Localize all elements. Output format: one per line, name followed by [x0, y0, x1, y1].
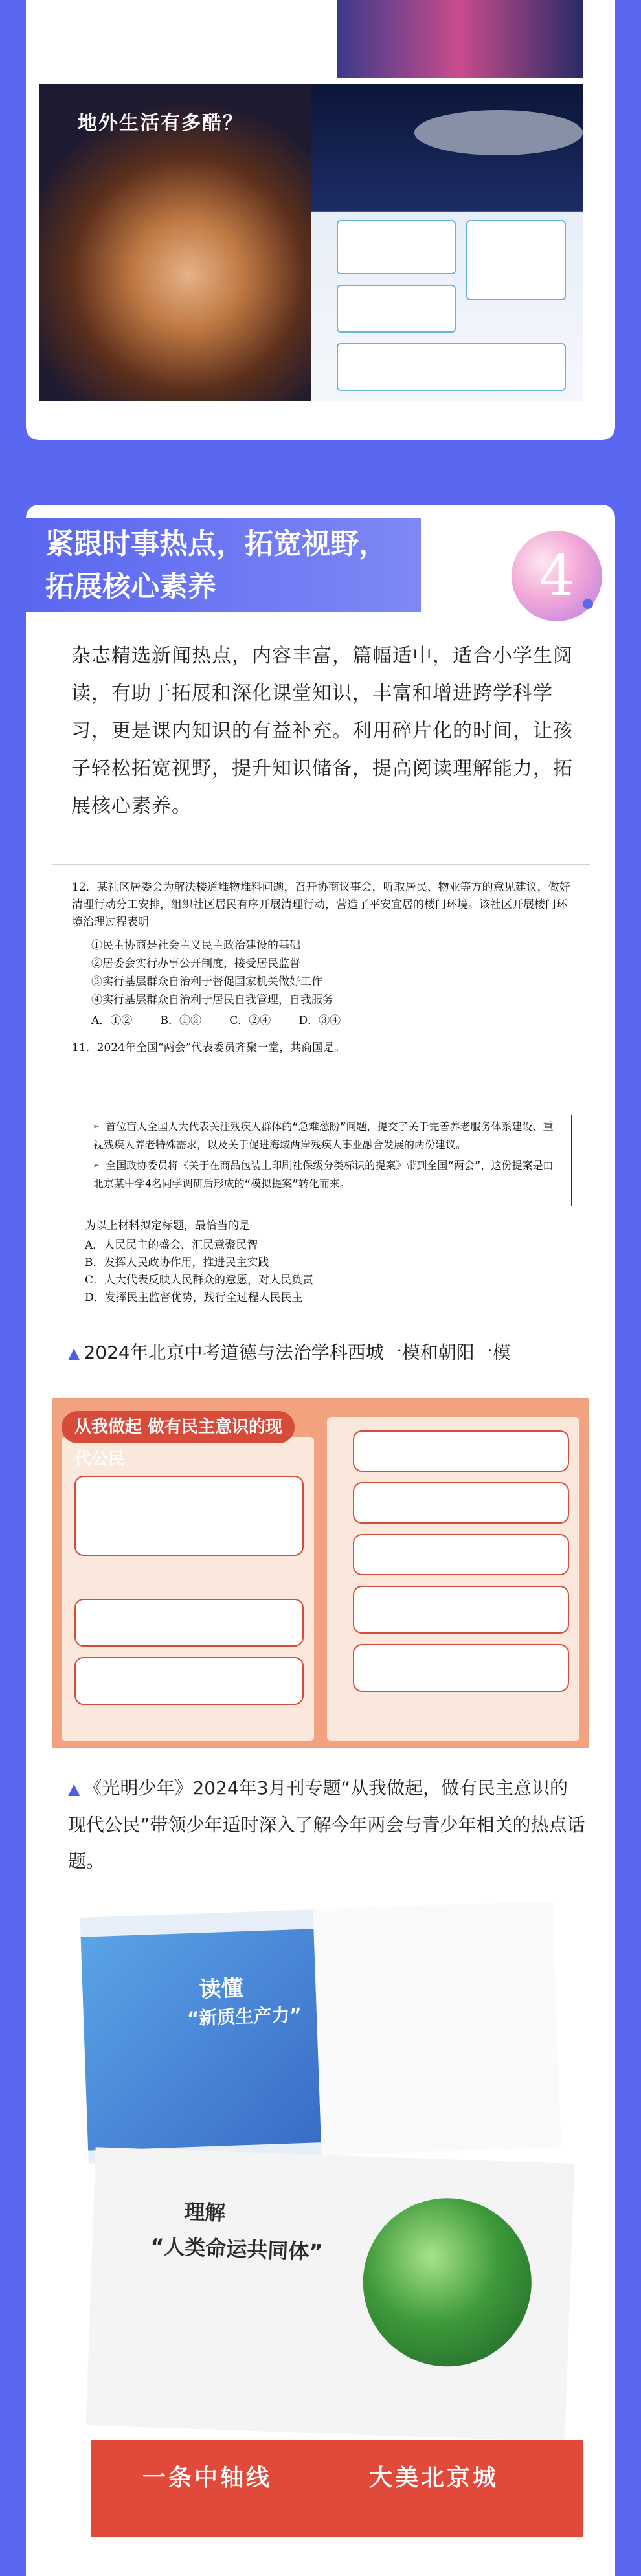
q11-option: C．人大代表反映人民群众的意愿，对人民负责 — [85, 1274, 314, 1287]
triangle-icon: ▲ — [68, 1780, 80, 1798]
content-bubble — [353, 1586, 569, 1634]
heading-line-1: 紧跟时事热点，拓宽视野， — [45, 527, 387, 561]
triangle-icon: ▲ — [68, 1344, 80, 1362]
info-box — [337, 285, 456, 333]
q12-option: ④实行基层群众自治利于居民自我管理，自我服务 — [91, 994, 333, 1006]
content-bubble — [353, 1534, 569, 1575]
moon-surface-image — [414, 110, 583, 155]
caption-exam-text: 2024年北京中考道德与法治学科西城一模和朝阳一模 — [84, 1342, 511, 1363]
page-title-right: 大美北京城 — [369, 2465, 499, 2491]
badge-dot — [583, 599, 593, 609]
spread-left-page — [62, 1437, 314, 1741]
content-bubble — [74, 1476, 304, 1556]
q11-material-box — [85, 1115, 572, 1206]
q11-stem: 11．2024年全国“两会”代表委员齐聚一堂，共商国是。 — [72, 1041, 346, 1054]
caption-magazine — [68, 1770, 586, 1880]
q12-option: ③实行基层群众自治利于督促国家机关做好工作 — [91, 975, 322, 988]
page-title-line-2: “新质生产力” — [186, 2004, 302, 2030]
page-title-line-1: 理解 — [183, 2199, 226, 2226]
q12-option: ②居委会实行办事公开制度，接受居民监督 — [91, 957, 300, 970]
q12-option: ①民主协商是社会主义民主政治建设的基础 — [91, 939, 300, 952]
info-box — [466, 220, 566, 300]
magazine-page-beijing — [91, 2440, 583, 2537]
q11-material-2: ➢ 全国政协委员将《关于在商品包装上印刷社保级分类标识的提案》带到全国“两会”，这份提案是由北京某中学4名同学调研后形成的“模拟提案”转化而来。 — [93, 1159, 554, 1190]
spread-banner: 从我做起 做有民主意识的现代公民 — [62, 1411, 295, 1443]
content-bubble — [74, 1599, 304, 1647]
section-heading — [26, 518, 421, 612]
page-white-panel — [313, 1901, 561, 2155]
magazine-thumbnail — [337, 0, 583, 78]
q11-material-1: ➢ 首位盲人全国人大代表关注残疾人群体的“急难愁盼”问题，提交了关于完善养老服务体系建设、重视残疾人养老特殊需求，以及关于促进海域两岸残疾人事业融合发展的两份建议。 — [93, 1120, 554, 1151]
q11-option: A．人民民主的盛会，汇民意聚民智 — [85, 1239, 258, 1252]
content-bubble — [353, 1430, 569, 1472]
magazine-page-productivity — [80, 1901, 561, 2163]
page-title-line-2: “人类命运共同体” — [150, 2234, 324, 2265]
caption-magazine-text: 《光明少年》2024年3月刊专题“从我做起，做有民主意识的现代公民”带领少年适时深入了解今年两会与青少年相关的热点话题。 — [68, 1777, 585, 1872]
q12-choices: A．①② B．①③ C．②④ D．③④ — [91, 1014, 341, 1027]
page-title-line-1: 读懂 — [198, 1975, 244, 2003]
spread-left-page — [39, 84, 311, 401]
spread-title: 地外生活有多酷？ — [78, 112, 243, 135]
q11-option: D．发挥民主监督优势，践行全过程人民民主 — [85, 1291, 303, 1304]
section-number: 4 — [539, 544, 575, 608]
section-intro: 杂志精选新闻热点，内容丰富，篇幅适中，适合小学生阅读，有助于拓展和深化课堂知识，丰富和增进跨学科学习，更是课内知识的有益补充。利用碎片化的时间，让孩子轻松拓宽视野，提升知识储备，提高阅读理解能力，拓展核心素养。 — [71, 645, 573, 817]
info-box — [337, 220, 456, 274]
exam-paper — [52, 864, 590, 1315]
content-bubble — [74, 1657, 304, 1705]
info-box — [337, 343, 566, 391]
q11-prompt: 为以上材料拟定标题，最恰当的是 — [85, 1219, 250, 1232]
q12-stem: 12．某社区居委会为解决楼道堆物堆料问题，召开协商议事会，听取居民、物业等方的意见建议，做好清理行动分工安排，组织社区居民有序开展清理行动，营造了平安宜居的楼门环境。该社区开展楼门环境治理过程表明 — [72, 881, 570, 929]
content-bubble — [353, 1482, 569, 1524]
spread-right-page — [327, 1417, 579, 1741]
page-blue-panel — [81, 1929, 321, 2150]
content-bubble — [353, 1644, 569, 1692]
page-title-left: 一条中轴线 — [142, 2465, 273, 2491]
magazine-spread-space-life — [39, 84, 583, 401]
magazine-page-community — [86, 2147, 575, 2442]
globe-image — [360, 2195, 534, 2370]
magazine-spread-democracy — [52, 1398, 589, 1748]
spread-right-page — [311, 84, 583, 401]
caption-exam — [68, 1338, 511, 1364]
heading-line-2: 拓展核心素养 — [45, 570, 216, 603]
q11-option: B．发挥人民政协作用，推进民主实践 — [85, 1256, 269, 1269]
